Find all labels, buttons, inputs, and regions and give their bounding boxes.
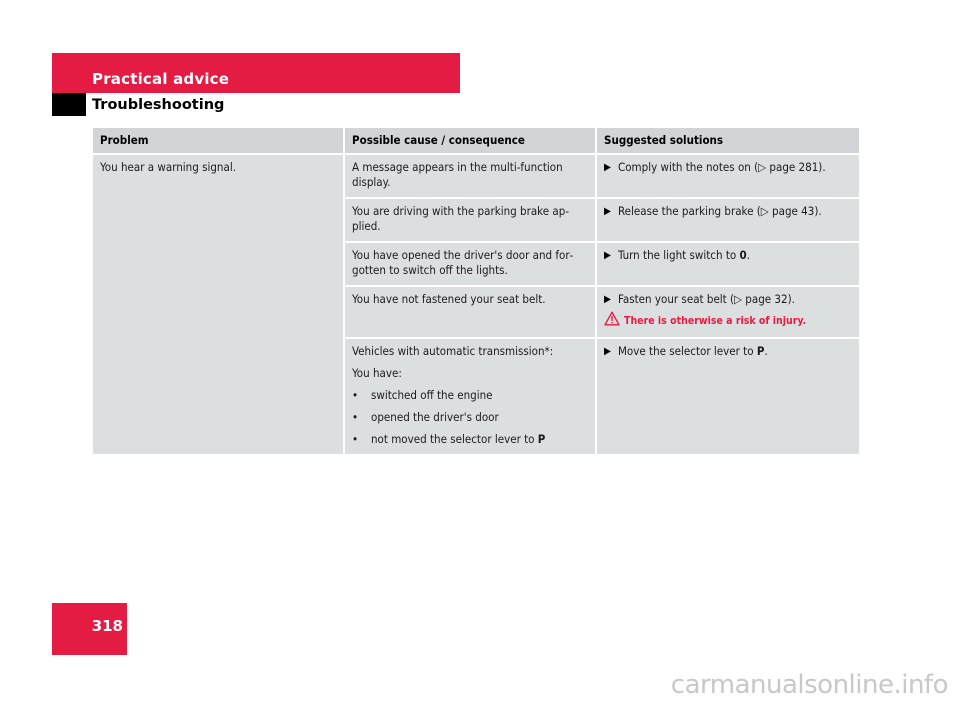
light-switch-position: 0 <box>739 248 747 262</box>
warning-text: There is otherwise a risk of injury. <box>624 315 807 327</box>
cause-cell: You are driving with the parking brake applied. <box>344 198 596 242</box>
cause-cell <box>344 338 596 455</box>
watermark: carmanualsonline.info <box>670 670 948 700</box>
column-header-cause: Possible cause / consequence <box>344 128 596 154</box>
solution-text: Fasten your seat belt (▷ page 32). <box>618 292 795 306</box>
play-arrow-icon: ▶ <box>604 162 611 173</box>
page-number: 318 <box>91 617 123 635</box>
cause-cell: You have opened the driver's door and forgotten to switch off the lights. <box>344 242 596 286</box>
warning-triangle-icon <box>604 311 624 330</box>
column-header-problem: Problem <box>93 128 344 154</box>
solution-cell <box>596 242 859 286</box>
solution-cell <box>596 154 859 198</box>
bullet-dot-icon: • <box>352 432 359 446</box>
solution-text-prefix: Turn the light switch to <box>618 248 740 262</box>
subsection-title: Troubleshooting <box>92 97 225 113</box>
selector-position: P <box>537 432 546 446</box>
list-item-text <box>371 432 545 447</box>
problem-cell: You hear a warning signal. <box>93 154 344 455</box>
solution-text: Release the parking brake (▷ page 43). <box>618 204 822 218</box>
solution-text <box>618 344 768 359</box>
solution-cell <box>596 286 859 338</box>
bullet-dot-icon: • <box>352 388 359 402</box>
list-item <box>352 432 588 447</box>
column-header-solutions: Suggested solutions <box>596 128 859 154</box>
page-number-box <box>52 603 127 655</box>
list-item-text-prefix: not moved the selector lever to <box>371 432 538 446</box>
bullet-dot-icon: • <box>352 410 359 424</box>
subsection-marker <box>52 93 86 116</box>
list-item-text: opened the driver's door <box>371 410 499 424</box>
play-arrow-icon: ▶ <box>604 206 611 217</box>
table-row <box>93 154 859 198</box>
cause-you-have: You have: <box>352 366 402 380</box>
play-arrow-icon: ▶ <box>604 250 611 261</box>
selector-position: P <box>756 344 765 358</box>
solution-text-suffix: . <box>764 344 768 358</box>
list-item <box>352 388 588 403</box>
cause-cell: A message appears in the multi-function display. <box>344 154 596 198</box>
table-header-row <box>93 128 859 154</box>
section-title: Practical advice <box>92 70 230 88</box>
solution-cell <box>596 338 859 455</box>
play-arrow-icon: ▶ <box>604 294 611 305</box>
solution-text: Comply with the notes on (▷ page 281). <box>618 160 826 174</box>
play-arrow-icon: ▶ <box>604 346 611 357</box>
solution-text-prefix: Move the selector lever to <box>618 344 757 358</box>
troubleshooting-table <box>93 128 859 456</box>
cause-intro: Vehicles with automatic transmission*: <box>352 344 554 358</box>
list-item-text: switched off the engine <box>371 388 493 402</box>
cause-cell: You have not fastened your seat belt. <box>344 286 596 338</box>
solution-text-suffix: . <box>746 248 750 262</box>
list-item <box>352 410 588 425</box>
solution-text <box>618 248 750 263</box>
solution-cell <box>596 198 859 242</box>
warning-note <box>604 311 852 330</box>
